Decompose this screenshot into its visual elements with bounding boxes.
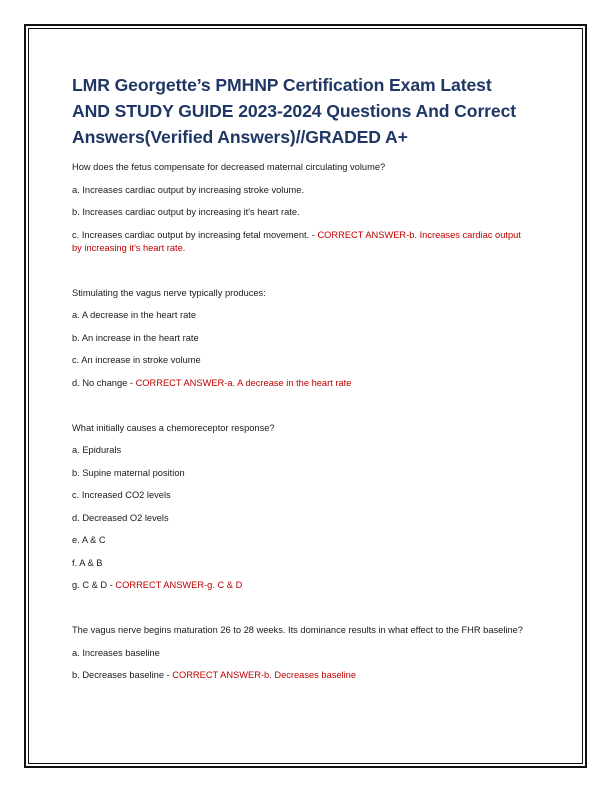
question-block — [72, 161, 532, 255]
question-prompt: The vagus nerve begins maturation 26 to 28 weeks. Its dominance results in what effect to the FHR baseline? — [72, 625, 523, 635]
answer-option — [72, 467, 532, 480]
option-text: e. A & C — [72, 535, 106, 545]
option-text: b. Increases cardiac output by increasing it's heart rate. — [72, 207, 300, 217]
option-text: b. Supine maternal position — [72, 467, 185, 478]
answer-option — [72, 534, 532, 547]
correct-answer: CORRECT ANSWER-b. Increases cardiac output by increasing it's heart rate. — [72, 229, 521, 253]
answer-option — [72, 489, 532, 502]
option-text: d. Decreased O2 levels — [72, 512, 169, 523]
option-text: b. Decreases baseline - — [72, 670, 170, 680]
option-text: g. C & D - — [72, 580, 113, 590]
answer-option — [72, 557, 532, 570]
correct-answer: CORRECT ANSWER-a. A decrease in the heart rate — [135, 377, 352, 388]
option-text: a. Increases baseline — [72, 647, 160, 658]
option-text: b. An increase in the heart rate — [72, 332, 199, 343]
question-block — [72, 287, 532, 390]
option-text: a. Epidurals — [72, 445, 122, 455]
answer-option — [72, 206, 532, 219]
question-block — [72, 422, 532, 593]
option-text: c. An increase in stroke volume — [72, 355, 201, 365]
answer-option — [72, 377, 532, 390]
question-prompt: What initially causes a chemoreceptor response? — [72, 422, 275, 433]
answer-option — [72, 332, 532, 345]
option-text: c. Increases cardiac output by increasing fetal movement. - — [72, 229, 315, 240]
correct-answer: CORRECT ANSWER-b. Decreases baseline — [172, 670, 357, 680]
document-title: LMR Georgette’s PMHNP Certification Exam Latest AND STUDY GUIDE 2023-2024 Questions And Correct Answers(Verified Answers)//GRADED A+ — [72, 75, 517, 147]
option-text: c. Increased CO2 levels — [72, 490, 171, 500]
option-text: d. No change - — [72, 377, 133, 388]
option-text: a. Increases cardiac output by increasing stroke volume. — [72, 184, 305, 195]
question-prompt: How does the fetus compensate for decreased maternal circulating volume? — [72, 162, 386, 172]
question-prompt: Stimulating the vagus nerve typically produces: — [72, 287, 266, 298]
question-block — [72, 624, 532, 682]
correct-answer: CORRECT ANSWER-g. C & D — [115, 580, 243, 590]
answer-option — [72, 354, 532, 367]
answer-option — [72, 184, 532, 197]
document-content — [72, 72, 532, 682]
answer-option — [72, 579, 532, 592]
answer-option — [72, 512, 532, 525]
option-text: a. A decrease in the heart rate — [72, 310, 197, 320]
option-text: f. A & B — [72, 557, 103, 568]
answer-option — [72, 444, 532, 457]
answer-option — [72, 647, 532, 660]
answer-option — [72, 669, 532, 682]
answer-option — [72, 309, 532, 322]
answer-option — [72, 229, 532, 255]
question-list — [72, 161, 532, 682]
